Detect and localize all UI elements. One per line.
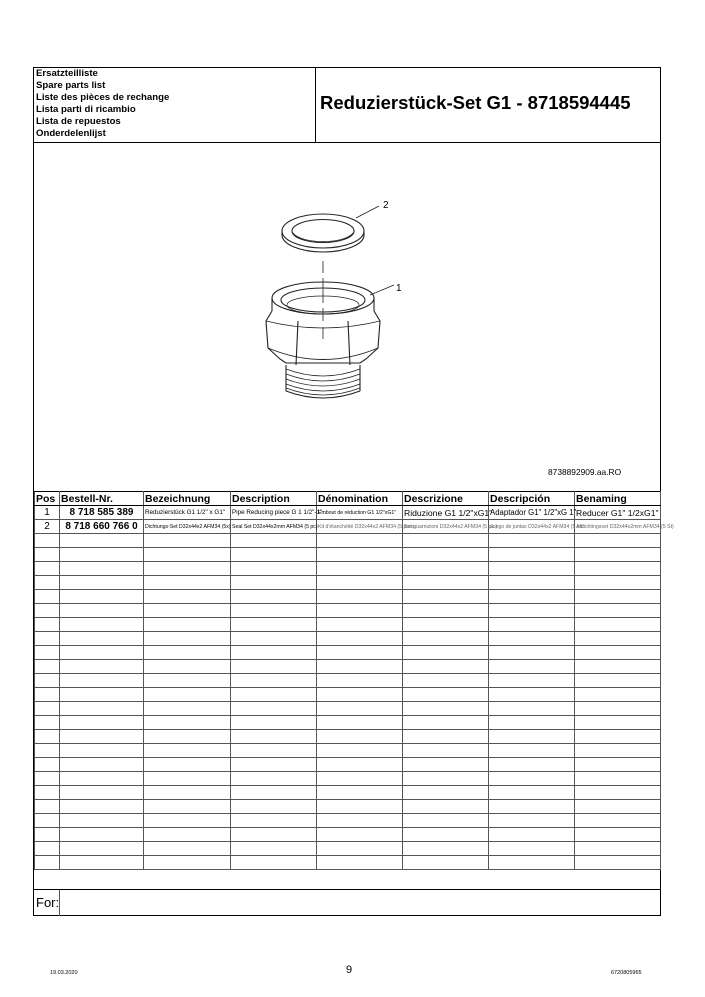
empty-cell [231,730,317,744]
row-en: Seal Set D32x44x2mm AFM34 (5 pc) [231,520,317,534]
empty-cell [317,590,403,604]
footer-code: 6720805965 [611,970,642,976]
empty-cell [144,604,231,618]
footer-date: 19.03.2020 [50,970,78,976]
empty-cell [144,842,231,856]
empty-cell [575,590,661,604]
empty-table-row [35,842,661,856]
empty-cell [575,660,661,674]
empty-cell [144,800,231,814]
empty-cell [231,590,317,604]
empty-cell [35,618,60,632]
empty-table-row [35,828,661,842]
empty-cell [231,702,317,716]
empty-cell [489,744,575,758]
empty-cell [231,758,317,772]
empty-cell [575,618,661,632]
empty-cell [403,716,489,730]
empty-cell [575,814,661,828]
empty-cell [144,688,231,702]
table-row [35,506,661,520]
empty-cell [60,590,144,604]
empty-cell [575,828,661,842]
col-description: Description [231,492,317,506]
empty-cell [489,604,575,618]
empty-cell [35,730,60,744]
col-descrizione: Descrizione [403,492,489,506]
empty-cell [35,800,60,814]
empty-cell [60,688,144,702]
row-de: Dichtungs-Set D32x44x2 AFM34 (5x) [144,520,231,534]
empty-cell [403,590,489,604]
empty-cell [35,716,60,730]
empty-table-row [35,590,661,604]
empty-cell [60,800,144,814]
table-header-row [35,492,661,506]
empty-cell [575,772,661,786]
empty-cell [231,744,317,758]
title-en: Spare parts list [36,80,106,92]
empty-table-row [35,856,661,870]
empty-cell [403,688,489,702]
title-es: Lista de repuestos [36,116,121,128]
empty-table-row [35,772,661,786]
empty-cell [231,842,317,856]
title-nl: Onderdelenlijst [36,128,106,140]
empty-cell [144,674,231,688]
empty-cell [317,576,403,590]
empty-cell [403,800,489,814]
empty-cell [317,730,403,744]
empty-cell [60,702,144,716]
col-bezeichnung: Bezeichnung [144,492,231,506]
reducer-drawing [34,143,660,491]
empty-cell [35,744,60,758]
empty-cell [231,548,317,562]
empty-cell [317,702,403,716]
empty-table-row [35,674,661,688]
empty-cell [35,646,60,660]
empty-cell [403,786,489,800]
empty-cell [575,842,661,856]
empty-cell [403,744,489,758]
empty-cell [489,856,575,870]
empty-cell [60,772,144,786]
empty-cell [35,604,60,618]
empty-cell [144,548,231,562]
row-es: Juego de juntas D32x44x2 AFM34 (5 ud. [489,520,575,534]
title-it: Lista parti di ricambio [36,104,136,116]
empty-table-row [35,646,661,660]
empty-cell [144,772,231,786]
empty-cell [575,716,661,730]
empty-cell [575,548,661,562]
empty-cell [403,702,489,716]
empty-cell [144,590,231,604]
for-label: For: [36,895,60,910]
empty-cell [144,814,231,828]
exploded-drawing [34,143,660,491]
empty-cell [317,772,403,786]
empty-cell [403,758,489,772]
empty-cell [403,646,489,660]
empty-cell [403,772,489,786]
empty-cell [489,646,575,660]
empty-cell [60,744,144,758]
empty-cell [231,856,317,870]
empty-table-row [35,632,661,646]
empty-cell [575,632,661,646]
empty-cell [403,814,489,828]
empty-cell [317,660,403,674]
empty-cell [144,730,231,744]
empty-cell [317,618,403,632]
empty-cell [575,604,661,618]
empty-table-row [35,702,661,716]
empty-cell [489,632,575,646]
empty-cell [403,534,489,548]
empty-cell [489,842,575,856]
empty-cell [60,604,144,618]
empty-cell [60,716,144,730]
col-benaming: Benaming [575,492,661,506]
empty-cell [575,534,661,548]
row-es: Adaptador G1" 1/2"xG 1" [489,506,575,520]
empty-cell [35,688,60,702]
empty-cell [403,856,489,870]
empty-cell [60,730,144,744]
empty-cell [317,688,403,702]
for-divider [59,890,60,916]
empty-table-row [35,744,661,758]
empty-cell [489,800,575,814]
empty-cell [575,758,661,772]
empty-cell [231,646,317,660]
empty-cell [403,618,489,632]
empty-cell [231,562,317,576]
empty-cell [575,800,661,814]
empty-table-row [35,814,661,828]
empty-table-row [35,730,661,744]
empty-cell [489,702,575,716]
empty-cell [35,842,60,856]
row-it: Set guarnizioni D32x44x2 AFM34 (5 pz.) [403,520,489,534]
empty-table-row [35,618,661,632]
empty-cell [489,814,575,828]
spare-parts-sheet [33,67,674,916]
empty-cell [60,674,144,688]
empty-cell [317,534,403,548]
empty-cell [317,716,403,730]
row-de: Reduzierstück G1 1/2" x G1" [144,506,231,520]
empty-cell [60,632,144,646]
callout-2: 2 [383,200,389,211]
empty-cell [144,618,231,632]
empty-cell [144,702,231,716]
empty-cell [575,856,661,870]
empty-cell [317,562,403,576]
empty-cell [60,646,144,660]
empty-table-row [35,576,661,590]
col-descripcion: Descripción [489,492,575,506]
empty-cell [60,758,144,772]
table-row [35,520,661,534]
empty-cell [317,604,403,618]
product-header [316,68,660,142]
empty-cell [403,730,489,744]
empty-cell [231,604,317,618]
empty-table-row [35,800,661,814]
empty-cell [317,800,403,814]
empty-cell [231,828,317,842]
empty-cell [231,800,317,814]
empty-cell [489,772,575,786]
empty-cell [35,758,60,772]
empty-cell [60,548,144,562]
empty-cell [144,646,231,660]
empty-cell [231,534,317,548]
empty-cell [60,856,144,870]
empty-cell [489,730,575,744]
empty-cell [144,716,231,730]
empty-cell [317,758,403,772]
empty-cell [317,646,403,660]
empty-cell [489,590,575,604]
empty-table-row [35,548,661,562]
empty-cell [35,548,60,562]
empty-cell [231,660,317,674]
empty-cell [231,786,317,800]
empty-table-row [35,716,661,730]
empty-cell [144,534,231,548]
empty-cell [35,674,60,688]
row-order-no: 8 718 660 766 0 [60,520,144,534]
col-pos: Pos [35,492,60,506]
empty-cell [403,576,489,590]
empty-cell [60,842,144,856]
empty-table-row [35,562,661,576]
empty-table-row [35,758,661,772]
empty-cell [231,632,317,646]
row-it: Riduzione G1 1/2"xG1" [404,507,493,518]
empty-cell [575,730,661,744]
empty-cell [489,660,575,674]
empty-cell [575,702,661,716]
empty-cell [144,856,231,870]
empty-cell [231,716,317,730]
empty-cell [403,828,489,842]
empty-cell [231,772,317,786]
row-fr: Kit d'étanchéité D32x44x2 AFM34 (5 pces. [317,520,403,534]
empty-cell [35,632,60,646]
row-pos: 2 [35,520,60,534]
empty-cell [489,688,575,702]
empty-cell [35,828,60,842]
empty-cell [231,674,317,688]
empty-cell [575,646,661,660]
empty-cell [144,828,231,842]
empty-cell [317,674,403,688]
empty-cell [35,534,60,548]
empty-cell [489,562,575,576]
row-order-no: 8 718 585 389 [60,506,144,520]
product-title: Reduzierstück-Set G1 - 8718594445 [320,92,631,113]
empty-cell [317,744,403,758]
empty-cell [144,786,231,800]
empty-cell [489,716,575,730]
empty-cell [317,842,403,856]
empty-cell [403,604,489,618]
empty-cell [35,590,60,604]
row-pos: 1 [35,506,60,520]
empty-cell [60,618,144,632]
empty-cell [231,814,317,828]
empty-cell [489,758,575,772]
empty-cell [575,744,661,758]
empty-table-row [35,688,661,702]
empty-cell [575,576,661,590]
empty-cell [144,660,231,674]
empty-cell [403,562,489,576]
empty-cell [231,618,317,632]
row-nl: Reducer G1" 1/2xG1" [576,507,659,518]
drawing-reference: 8738892909.aa.RO [548,467,622,477]
empty-table-row [35,660,661,674]
title-de: Ersatzteilliste [36,68,98,79]
empty-cell [317,814,403,828]
empty-cell [489,828,575,842]
empty-cell [144,562,231,576]
empty-cell [489,548,575,562]
empty-cell [35,814,60,828]
empty-cell [231,576,317,590]
empty-cell [35,660,60,674]
empty-cell [60,576,144,590]
row-en: Pipe Reducing piece G 1 1/2"-1" [231,506,317,520]
seal-ring-drawing [282,214,364,252]
empty-cell [231,688,317,702]
empty-cell [144,632,231,646]
empty-cell [35,576,60,590]
empty-cell [317,828,403,842]
empty-cell [60,814,144,828]
page-number: 9 [346,964,353,976]
empty-cell [35,702,60,716]
empty-cell [403,632,489,646]
empty-cell [35,856,60,870]
empty-table-row [35,534,661,548]
empty-cell [489,618,575,632]
empty-cell [317,632,403,646]
col-order-no: Bestell-Nr. [60,492,144,506]
col-denomination: Dénomination [317,492,403,506]
empty-cell [317,786,403,800]
empty-cell [575,562,661,576]
empty-cell [489,786,575,800]
empty-cell [317,548,403,562]
empty-cell [489,576,575,590]
empty-cell [489,674,575,688]
empty-cell [575,674,661,688]
empty-table-row [35,786,661,800]
empty-cell [403,660,489,674]
empty-cell [35,772,60,786]
empty-cell [144,744,231,758]
empty-cell [60,534,144,548]
parts-table [34,491,674,870]
empty-cell [35,562,60,576]
callout-1: 1 [396,283,402,294]
empty-cell [403,548,489,562]
list-titles [34,68,316,142]
empty-cell [403,842,489,856]
empty-cell [60,786,144,800]
empty-cell [35,786,60,800]
empty-cell [60,660,144,674]
empty-cell [144,576,231,590]
empty-cell [575,688,661,702]
empty-table-row [35,604,661,618]
empty-rows [35,534,661,870]
empty-cell [60,828,144,842]
for-row [34,889,660,916]
empty-cell [317,856,403,870]
row-fr: Embout de réduction G1 1/2"xG1" [317,506,403,520]
empty-cell [489,534,575,548]
row-nl: Afdichtingsset D32x44x2mm AFM34 (5 St) [575,520,661,534]
empty-cell [60,562,144,576]
title-fr: Liste des pièces de rechange [36,92,170,104]
empty-cell [575,786,661,800]
empty-cell [144,758,231,772]
empty-cell [403,674,489,688]
